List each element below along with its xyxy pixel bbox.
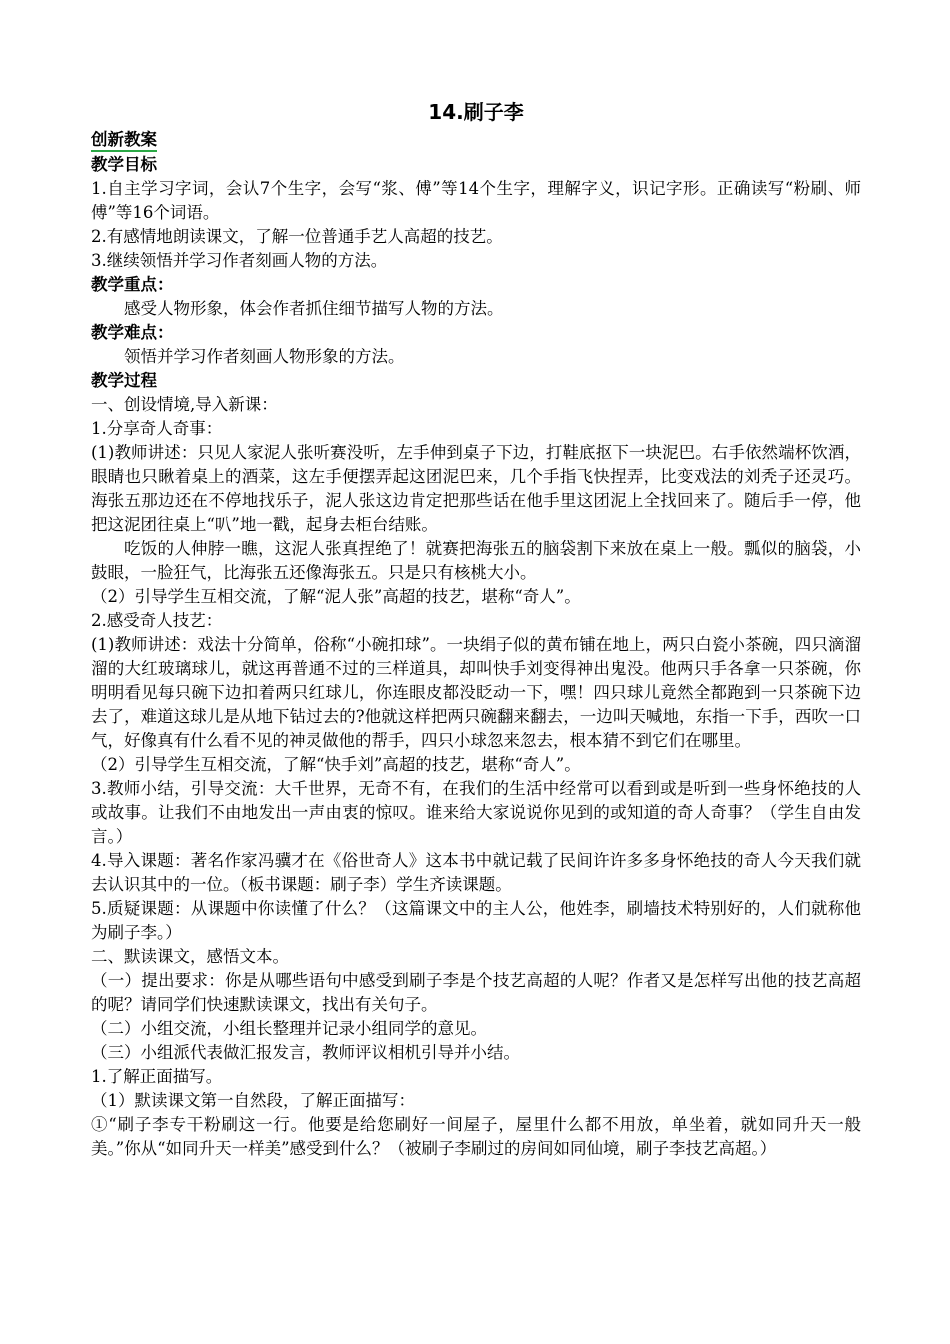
body-paragraph: 吃饭的人伸脖一瞧，这泥人张真捏绝了！就赛把海张五的脑袋割下来放在桌上一般。瓢似的脑袋，小鼓眼，一脸狂气，比海张五还像海张五。只是只有核桃大小。 bbox=[91, 539, 861, 582]
step-heading: 1.了解正面描写。 bbox=[91, 1067, 223, 1086]
section-heading: 一、创设情境,导入新课： bbox=[91, 395, 278, 414]
body-paragraph: （2）引导学生互相交流，了解“泥人张”高超的技艺，堪称“奇人”。 bbox=[91, 587, 581, 606]
goal-item: 1.自主学习字词，会认7个生字，会写“浆、傅”等14个生字，理解字义，识记字形。正确读写“粉刷、师傅”等16个词语。 bbox=[91, 179, 861, 222]
step-heading: 2.感受奇人技艺： bbox=[91, 611, 223, 630]
body-paragraph: （三）小组派代表做汇报发言，教师评议相机引导并小结。 bbox=[91, 1043, 520, 1062]
body-paragraph: ①“刷子李专干粉刷这一行。他要是给您刷好一间屋子，屋里什么都不用放，单坐着，就如同升天一般美。”你从“如同升天一样美”感受到什么？（被刷子李刷过的房间如同仙境，刷子李技艺高超。） bbox=[91, 1115, 861, 1158]
body-paragraph: 5.质疑课题：从课题中你读懂了什么？（这篇课文中的主人公，他姓李，刷墙技术特别好的，人们就称他为刷子李。） bbox=[91, 899, 861, 942]
section-heading: 二、默读课文，感悟文本。 bbox=[91, 947, 289, 966]
process-heading: 教学过程 bbox=[91, 371, 157, 390]
key-points-heading: 教学重点： bbox=[91, 275, 174, 294]
goal-item: 2.有感情地朗读课文，了解一位普通手艺人高超的技艺。 bbox=[91, 227, 503, 246]
step-heading: 1.分享奇人奇事： bbox=[91, 419, 223, 438]
body-paragraph: (1)教师讲述：只见人家泥人张听赛没听，左手伸到桌子下边，打鞋底抠下一块泥巴。右手依然端杯饮酒，眼睛也只瞅着桌上的酒菜，这左手便摆弄起这团泥巴来，几个手指飞快捏弄，比变戏法的刘秃子还灵巧。海张五那边还在不停地找乐子，泥人张这边肯定把那些话在他手里这团泥上全找回来了。随后手一停，他把这泥团往桌上“叭”地一戳，起身去柜台结账。 bbox=[91, 443, 861, 534]
document-title: 14.刷子李 bbox=[428, 100, 524, 124]
difficulty-text: 领悟并学习作者刻画人物形象的方法。 bbox=[124, 347, 405, 366]
lesson-plan-tag bbox=[91, 128, 861, 153]
difficulty-heading: 教学难点： bbox=[91, 323, 174, 342]
body-paragraph: (1)教师讲述：戏法十分简单，俗称“小碗扣球”。一块绢子似的黄布铺在地上，两只白瓷小茶碗，四只滴溜溜的大红玻璃球儿，就这再普通不过的三样道具，却叫快手刘变得神出鬼没。他两只手各拿一只茶碗，你明明看见每只碗下边扣着两只红球儿，你连眼皮都没眨动一下，嘿！四只球儿竟然全都跑到一只茶碗下边去了，难道这球儿是从地下钻过去的?他就这样把两只碗翻来翻去，一边叫天喊地，东指一下手，西吹一口气，好像真有什么看不见的神灵做他的帮手，四只小球忽来忽去，根本猜不到它们在哪里。 bbox=[91, 635, 861, 750]
body-paragraph: （一）提出要求：你是从哪些语句中感受到刷子李是个技艺高超的人呢？作者又是怎样写出他的技艺高超的呢？请同学们快速默读课文，找出有关句子。 bbox=[91, 971, 861, 1014]
lesson-plan-tag-label: 创新教案 bbox=[91, 129, 157, 152]
goal-item: 3.继续领悟并学习作者刻画人物的方法。 bbox=[91, 251, 388, 270]
body-paragraph: 3.教师小结，引导交流：大千世界，无奇不有，在我们的生活中经常可以看到或是听到一些身怀绝技的人或故事。让我们不由地发出一声由衷的惊叹。谁来给大家说说你见到的或知道的奇人奇事？（学生自由发言。） bbox=[91, 779, 861, 846]
body-paragraph: 4.导入课题：著名作家冯骥才在《俗世奇人》这本书中就记载了民间许许多多身怀绝技的奇人今天我们就去认识其中的一位。（板书课题：刷子李）学生齐读课题。 bbox=[91, 851, 861, 894]
body-paragraph: （二）小组交流，小组长整理并记录小组同学的意见。 bbox=[91, 1019, 487, 1038]
body-paragraph: （1）默读课文第一自然段，了解正面描写： bbox=[91, 1091, 415, 1110]
goals-heading: 教学目标 bbox=[91, 155, 157, 174]
key-points-text: 感受人物形象，体会作者抓住细节描写人物的方法。 bbox=[124, 299, 504, 318]
document-page bbox=[91, 100, 861, 1161]
body-paragraph: （2）引导学生互相交流，了解“快手刘”高超的技艺，堪称“奇人”。 bbox=[91, 755, 581, 774]
